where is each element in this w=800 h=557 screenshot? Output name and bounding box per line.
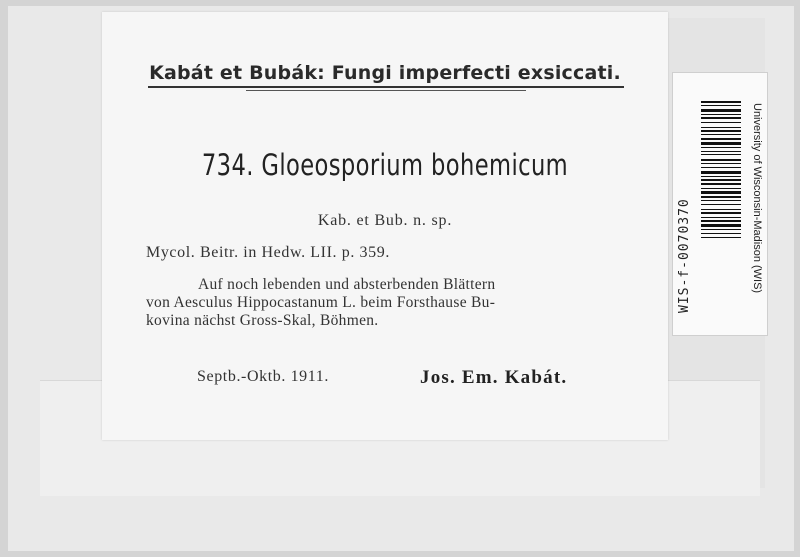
- specimen-title: 734. Gloeosporium bohemicum: [201, 148, 569, 182]
- habitat-line-1: Auf noch lebenden und absterbenden Blättern: [198, 276, 496, 293]
- institution-name: University of Wisconsin-Madison (WIS): [751, 103, 763, 294]
- collector-name: Jos. Em. Kabát.: [420, 367, 568, 388]
- header-subrule: [246, 90, 526, 91]
- literature-reference: Mycol. Beitr. in Hedw. LII. p. 359.: [146, 244, 390, 261]
- barcode-icon: [701, 101, 741, 309]
- habitat-line-2: von Aesculus Hippocastanum L. beim Forsthause Bu-: [146, 294, 496, 311]
- specimen-label: [102, 12, 668, 440]
- barcode-card: [672, 72, 768, 336]
- catalog-number: WIS-f-0070370: [677, 198, 692, 313]
- header-rule: [148, 86, 624, 88]
- habitat-text: [146, 276, 628, 330]
- series-header: Kabát et Bubák: Fungi imperfecti exsiccati.: [149, 62, 621, 84]
- specimen-authors: Kab. et Bub. n. sp.: [317, 212, 453, 229]
- habitat-line-3: kovina nächst Gross-Skal, Böhmen.: [146, 312, 379, 329]
- collection-date: Septb.-Oktb. 1911.: [197, 368, 329, 385]
